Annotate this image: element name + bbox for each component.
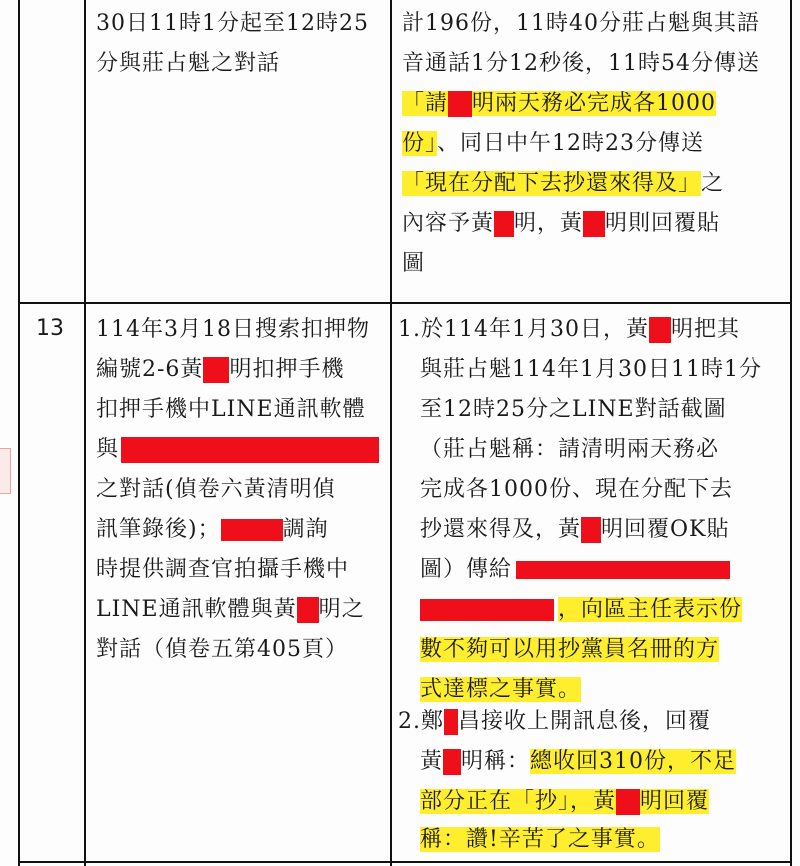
item1-line-6: 抄還來得及，黃 明回覆OK貼 <box>420 517 730 542</box>
item1-line-7: 圖）傳給 <box>420 550 730 590</box>
highlight: ，向區主任表示份 <box>558 597 743 622</box>
item2-line-3 <box>420 782 709 822</box>
prev-row-col3-line-2: 音通話1分12秒後，11時54分傳送 <box>402 51 760 76</box>
item1-line-3: 至12時25分之LINE對話截圖 <box>420 397 727 422</box>
redaction-box <box>581 517 601 543</box>
row13-col2-line-6: 訊筆錄後)； 調詢 <box>96 517 329 542</box>
prev-row-col3-line-1: 計196份，11時40分莊占魁與其語 <box>402 11 760 36</box>
item1-line-8 <box>420 590 742 630</box>
column-divider-1 <box>84 0 86 866</box>
redaction-box <box>121 437 379 463</box>
redaction-box <box>444 709 458 735</box>
prev-row-col3-line-6: 內容予黃 明，黃 明則回覆貼 <box>402 211 721 236</box>
row13-col2-line-7: 時提供調查官拍攝手機中 <box>96 557 350 582</box>
item2-line-2: 黃 明稱：總收回310份，不足 <box>420 749 737 774</box>
highlight: 「現在分配下去抄還來得及」 <box>402 171 702 196</box>
item1-line-4: （莊占魁稱：請清明兩天務必 <box>420 437 720 462</box>
highlight: 部分正在「抄」，黃 明回覆 <box>420 789 710 814</box>
prev-row-col2-line-1: 30日11時1分起至12時25 <box>96 11 369 36</box>
row13-col2-line-8: LINE通訊軟體與黃 明之 <box>96 597 365 622</box>
redaction-box <box>516 561 730 579</box>
row-divider <box>18 302 792 304</box>
table-border-left <box>18 0 20 866</box>
prev-row-col2-line-2: 分與莊占魁之對話 <box>96 51 281 76</box>
item1-line-5: 完成各1000份、現在分配下去 <box>420 477 733 502</box>
highlight: 份」 <box>402 131 438 156</box>
table-border-right <box>790 0 792 866</box>
redaction-box <box>583 211 605 237</box>
redaction-box <box>203 357 229 383</box>
row13-col2-line-9: 對話（偵卷五第405頁） <box>96 637 348 662</box>
item1-line-9 <box>420 630 719 670</box>
redaction-box <box>420 599 554 621</box>
row-divider-bottom <box>18 861 792 863</box>
item2-line-1: 2.鄭 昌接收上開訊息後，回覆 <box>398 709 712 734</box>
highlight: 數不夠可以用抄黨員名冊的方 <box>420 637 720 662</box>
row13-col2-line-2: 編號2-6黃 明扣押手機 <box>96 357 345 382</box>
prev-row-col3-line-4: 份」、同日中午12時23分傳送 <box>402 131 705 156</box>
column-divider-2 <box>390 0 392 866</box>
seal-mark <box>0 448 11 494</box>
row13-col2-line-3: 扣押手機中LINE通訊軟體 <box>96 397 366 422</box>
highlight: 式達標之事實。 <box>420 677 582 702</box>
redaction-box <box>448 91 472 117</box>
prev-row-col3-line-7: 圖 <box>402 251 426 276</box>
redaction-box <box>443 749 461 775</box>
highlight: 稱：讚!辛苦了之事實。 <box>420 827 660 852</box>
prev-row-col3-line-3 <box>402 84 716 124</box>
row13-col2-line-1: 114年3月18日搜索扣押物 <box>96 317 370 342</box>
redaction-box <box>616 789 640 815</box>
redaction-box <box>221 519 283 541</box>
redaction-box <box>494 211 514 237</box>
highlight: 總收回310份，不足 <box>530 749 737 774</box>
redaction-box <box>297 597 319 623</box>
highlight: 「請 明兩天務必完成各1000 <box>402 91 717 116</box>
prev-row-col3-line-5: 「現在分配下去抄還來得及」之 <box>402 171 725 196</box>
item1-line-1: 1.於114年1月30日，黃 明把其 <box>398 317 740 342</box>
redaction-box <box>649 317 671 343</box>
item1-line-2: 與莊占魁114年1月30日11時1分 <box>420 357 762 382</box>
row13-col2-line-4: 與 <box>96 430 379 470</box>
item2-line-4 <box>420 820 660 860</box>
row-number: 13 <box>36 316 64 341</box>
row13-col2-line-5: 之對話(偵卷六黃清明偵 <box>96 477 336 502</box>
